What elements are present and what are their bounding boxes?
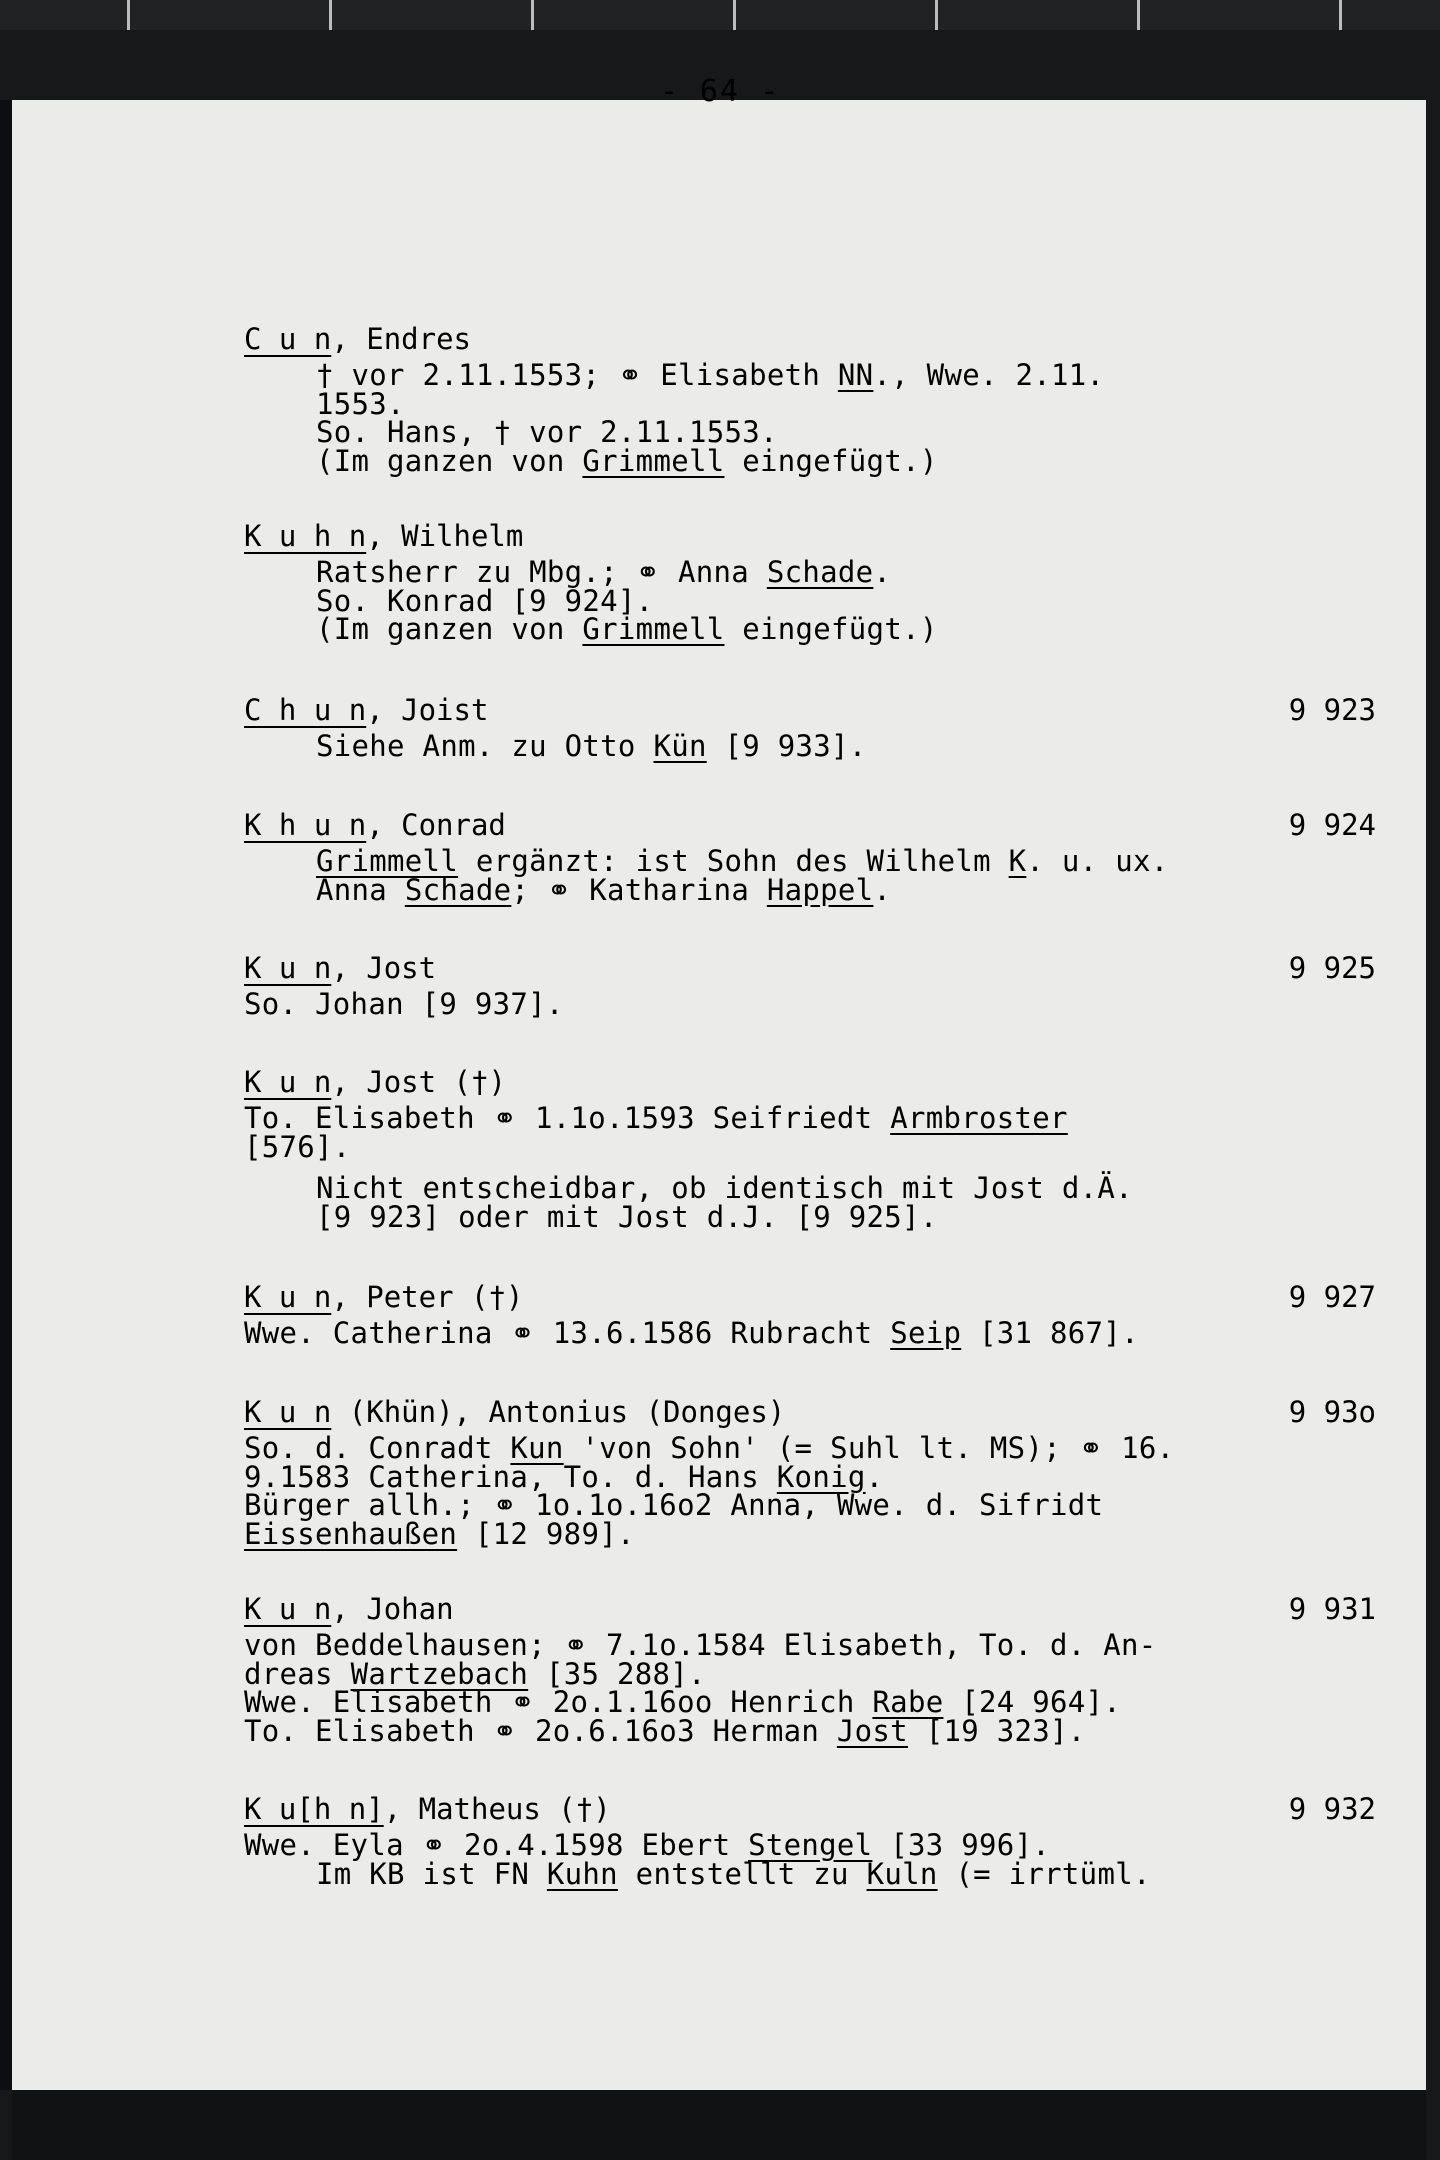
underlined-name: Kuhn (546, 1856, 618, 1891)
entry-given-name: (Khün), Antonius (Donges) (331, 1395, 786, 1429)
entry-number: 9 923 (1288, 693, 1376, 727)
page-number: - 64 - (659, 74, 781, 109)
entry (244, 515, 1394, 644)
entry-heading (244, 1588, 1394, 1631)
entry-line (244, 1628, 1394, 1662)
line-text: Nicht entscheidbar, ob identisch mit Jost d.Ä. (316, 1171, 1133, 1205)
underlined-name: Schade (766, 555, 874, 589)
line-text: . u. ux. (1026, 844, 1169, 878)
entry-heading (244, 947, 1394, 990)
entry-surname: K u n (244, 1592, 332, 1626)
line-text: 'von Sohn' (= Suhl lt. MS); ⚭ 16. (563, 1431, 1175, 1465)
underlined-name: K (1008, 844, 1027, 878)
entry-line (244, 1488, 1394, 1522)
underlined-name: Stengel (748, 1828, 873, 1862)
entry (244, 947, 1394, 1019)
line-text: Anna (316, 872, 405, 907)
scan-left-edge (0, 100, 12, 2090)
line-text: Wwe. Elisabeth ⚭ 2o.1.16oo Henrich (244, 1685, 873, 1719)
entry-surname: K u n (244, 1280, 332, 1314)
entry-line (244, 358, 1394, 392)
scan-tick-mark (127, 0, 130, 30)
line-text: [9 923] oder mit Jost d.J. [9 925]. (316, 1199, 938, 1234)
scan-tick-mark (935, 0, 938, 30)
entry-number: 9 932 (1288, 1792, 1376, 1826)
line-text: [12 989]. (457, 1516, 635, 1551)
entry-line (244, 583, 1394, 618)
entry-surname: K h u n (244, 808, 367, 842)
underlined-name: NN (837, 358, 874, 392)
underlined-name: Rabe (872, 1685, 944, 1719)
line-text: [35 288]. (528, 1656, 706, 1691)
entry-number: 9 931 (1288, 1592, 1376, 1626)
line-text: entstellt zu (617, 1856, 867, 1891)
underlined-name: Armbroster (890, 1101, 1068, 1135)
entry-line (244, 1713, 1394, 1748)
line-text: [31 867]. (961, 1316, 1139, 1350)
entry-surname: C h u n (244, 693, 367, 727)
entry (244, 1391, 1394, 1551)
entry-line (244, 987, 1394, 1021)
line-text: So. Johan [9 937]. (244, 987, 564, 1021)
entry-line (244, 1828, 1394, 1862)
entry-heading (244, 1276, 1394, 1319)
entry (244, 318, 1394, 478)
entry-given-name: , Matheus (†) (383, 1792, 611, 1826)
entry-heading (244, 515, 1394, 558)
underlined-name: Grimmell (582, 443, 725, 478)
underlined-name: Jost (836, 1713, 908, 1748)
line-text: Bürger allh.; ⚭ 1o.1o.16o2 Anna, Wwe. d. Sifridt (244, 1488, 1104, 1522)
line-text: . (873, 872, 892, 907)
entry (244, 804, 1394, 907)
line-text: To. Elisabeth ⚭ 2o.6.16o3 Herman (244, 1713, 837, 1748)
line-text: [576]. (244, 1129, 351, 1164)
underlined-name: Kun (510, 1431, 564, 1465)
entry-number: 9 927 (1288, 1280, 1376, 1314)
entry-surname: K u n (244, 1065, 332, 1099)
line-text: [19 323]. (907, 1713, 1086, 1748)
entry-line (244, 415, 1394, 449)
entry-given-name: , Peter (†) (331, 1280, 524, 1314)
entry-line (244, 1656, 1394, 1691)
entry-heading (244, 1788, 1394, 1831)
scan-tick-mark (1339, 0, 1342, 30)
underlined-name: Kün (653, 729, 707, 763)
entry (244, 1788, 1394, 1891)
entry-given-name: , Endres (331, 322, 471, 356)
entry-line (244, 1516, 1394, 1551)
line-text: Ratsherr zu Mbg.; ⚭ Anna (316, 555, 767, 589)
line-text: ., Wwe. 2.11. (873, 358, 1105, 392)
entry-given-name: , Wilhelm (366, 519, 524, 553)
scan-tick-mark (1137, 0, 1140, 30)
entry (244, 1276, 1394, 1348)
scan-tick-mark (329, 0, 332, 30)
entry-given-name: , Jost (331, 951, 437, 985)
entry-line (244, 872, 1394, 907)
line-text: Wwe. Catherina ⚭ 13.6.1586 Rubracht (244, 1316, 891, 1350)
entry-number: 9 93o (1288, 1395, 1376, 1429)
line-text: ; ⚭ Katharina (511, 872, 767, 907)
underlined-name: Konig (776, 1459, 866, 1494)
entry-line (244, 1129, 1394, 1164)
entry-line (244, 1685, 1394, 1719)
underlined-name: Grimmell (582, 612, 725, 646)
entry-number: 9 925 (1288, 951, 1376, 985)
entry-line (244, 1199, 1394, 1234)
entry-given-name: , Joist (366, 693, 489, 727)
underlined-name: Eissenhaußen (244, 1516, 458, 1551)
scan-tick-mark (733, 0, 736, 30)
entry-given-name: , Johan (331, 1592, 454, 1626)
line-text: So. Konrad [9 924]. (316, 583, 654, 618)
line-text: Wwe. Eyla ⚭ 2o.4.1598 Ebert (244, 1828, 749, 1862)
line-text: Im KB ist FN (316, 1856, 547, 1891)
entry-line (244, 1316, 1394, 1350)
underlined-name: Schade (404, 872, 512, 907)
entry-heading (244, 1391, 1394, 1434)
entry-heading (244, 689, 1394, 732)
underlined-name: Wartzebach (350, 1656, 529, 1691)
line-text: [33 996]. (872, 1828, 1051, 1862)
entry-line (244, 1459, 1394, 1494)
line-text: dreas (244, 1656, 351, 1691)
line-text: ergänzt: ist Sohn des Wilhelm (458, 844, 1009, 878)
line-text: 1553. (316, 386, 405, 421)
line-text: eingefügt.) (724, 443, 938, 478)
entry-line (244, 1171, 1394, 1205)
scan-tick-mark (531, 0, 534, 30)
entry-surname: K u n (244, 1395, 332, 1429)
entry-surname: K u[h n] (244, 1792, 384, 1826)
line-text: So. d. Conradt (244, 1431, 511, 1465)
entry-line (244, 443, 1394, 478)
line-text: 9.1583 Catherina, To. d. Hans (244, 1459, 777, 1494)
entry-line (244, 1856, 1394, 1891)
entry-line (244, 729, 1394, 763)
line-text: [9 933]. (706, 729, 867, 763)
line-text: . (873, 555, 892, 589)
line-text: So. Hans, † vor 2.11.1553. (316, 415, 778, 449)
entry-surname: K u h n (244, 519, 367, 553)
entry-heading (244, 1061, 1394, 1104)
entry-surname: K u n (244, 951, 332, 985)
entry (244, 689, 1394, 761)
entry (244, 1588, 1394, 1748)
entry-surname: C u n (244, 322, 332, 356)
line-text: Siehe Anm. zu Otto (316, 729, 654, 763)
scanner-top-strip (0, 0, 1440, 30)
line-text: † vor 2.11.1553; ⚭ Elisabeth (316, 358, 838, 392)
entry-line (244, 555, 1394, 589)
entry-line (244, 1431, 1394, 1465)
line-text: von Beddelhausen; ⚭ 7.1o.1584 Elisabeth, To. d. An- (244, 1628, 1157, 1662)
underlined-name: Grimmell (316, 844, 459, 878)
underlined-name: Happel (766, 872, 874, 907)
line-text: To. Elisabeth ⚭ 1.1o.1593 Seifriedt (244, 1101, 891, 1135)
entry-number: 9 924 (1288, 808, 1376, 842)
line-text: (Im ganzen von (316, 443, 583, 478)
entry-line (244, 612, 1394, 646)
line-text: [24 964]. (943, 1685, 1122, 1719)
entry-given-name: , Jost (†) (331, 1065, 506, 1099)
entry-line (244, 844, 1394, 878)
entry-heading (244, 804, 1394, 847)
entry-given-name: , Conrad (366, 808, 506, 842)
entry-heading (244, 318, 1394, 361)
line-text: . (865, 1459, 884, 1494)
line-text: eingefügt.) (724, 612, 938, 646)
entry-line (244, 386, 1394, 421)
underlined-name: Seip (890, 1316, 962, 1350)
line-text: (Im ganzen von (316, 612, 583, 646)
line-text: (= irrtüml. (937, 1856, 1151, 1891)
scan-bottom-shadow (12, 2090, 1426, 2160)
underlined-name: Kuln (866, 1856, 938, 1891)
entry-line (244, 1101, 1394, 1135)
entry (244, 1061, 1394, 1234)
